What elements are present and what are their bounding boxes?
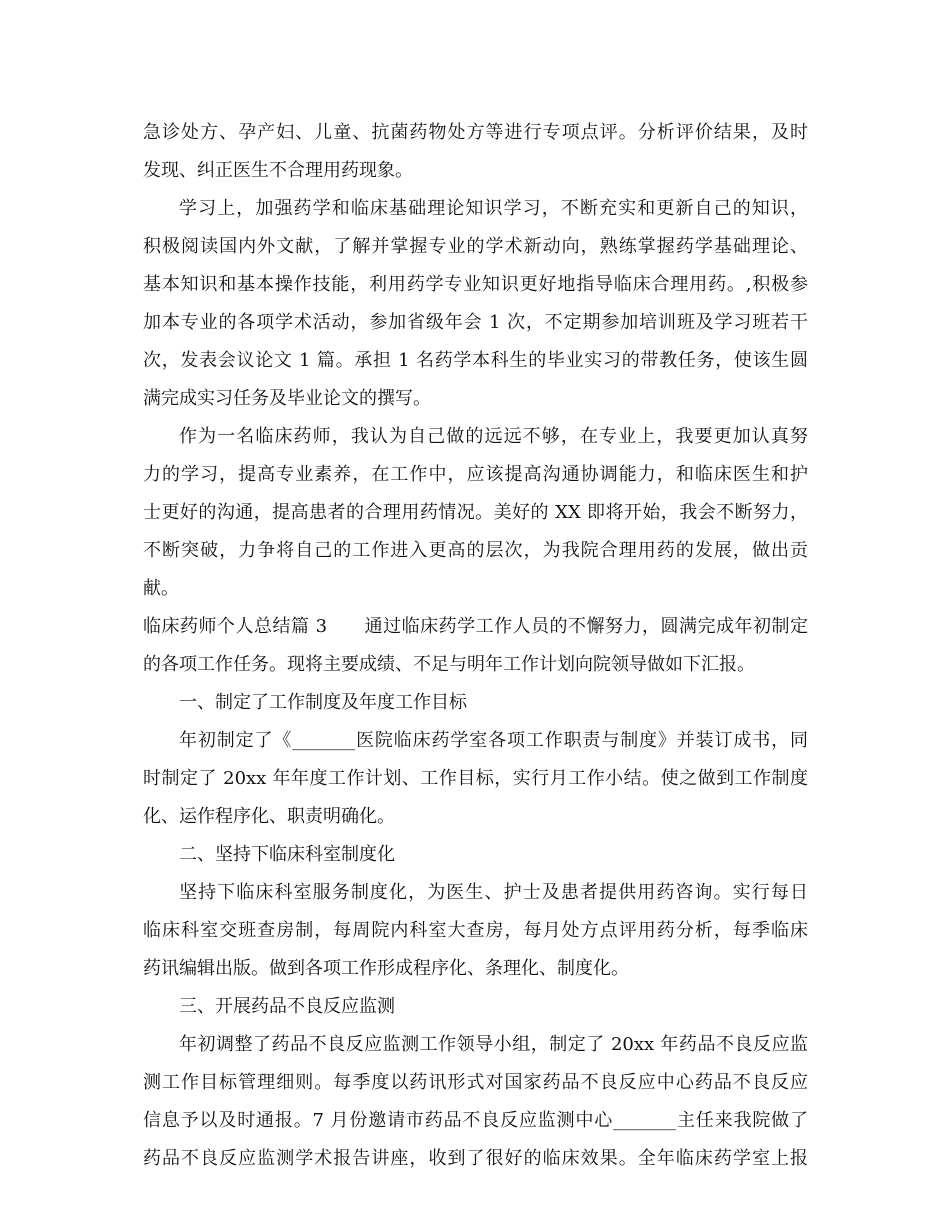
paragraph-first-line: 坚持下临床科室服务制度化，为医生、护士及患者提供用药咨询。实行每日 xyxy=(179,882,808,903)
text-line: 信息予以及时通报。7 月份邀请市药品不良反应监测中心_______主任来我院做了 xyxy=(143,1110,808,1131)
document-body xyxy=(143,114,808,1178)
paragraph-first-line: 年初调整了药品不良反应监测工作领导小组，制定了 20xx 年药品不良反应监 xyxy=(179,1034,808,1055)
section-heading: 三、开展药品不良反应监测 xyxy=(179,996,395,1017)
text-line: 不断突破，力争将自己的工作进入更高的层次，为我院合理用药的发展，做出贡 xyxy=(143,540,808,561)
text-line: 药讯编辑出版。做到各项工作形成程序化、条理化、制度化。 xyxy=(143,958,629,979)
text-line: 时制定了 20xx 年年度工作计划、工作目标，实行月工作小结。使之做到工作制度 xyxy=(143,768,808,789)
text-line: 临床科室交班查房制，每周院内科室大查房，每月处方点评用药分析，每季临床 xyxy=(143,920,808,941)
paragraph-first-line: 学习上，加强药学和临床基础理论知识学习，不断充实和更新自己的知识， xyxy=(179,198,808,219)
section-title-line: 临床药师个人总结篇 3 通过临床药学工作人员的不懈努力，圆满完成年初制定 xyxy=(143,616,808,637)
text-line: 药品不良反应监测学术报告讲座，收到了很好的临床效果。全年临床药学室上报 xyxy=(143,1148,808,1169)
text-line: 士更好的沟通，提高患者的合理用药情况。美好的 XX 即将开始，我会不断努力， xyxy=(143,502,808,523)
paragraph-first-line: 年初制定了《_______医院临床药学室各项工作职责与制度》并装订成书，同 xyxy=(179,730,808,751)
text-line: 次，发表会议论文 1 篇。承担 1 名药学本科生的毕业实习的带教任务，使该生圆 xyxy=(143,350,808,371)
section-heading: 一、制定了工作制度及年度工作目标 xyxy=(179,692,467,713)
text-line: 积极阅读国内外文献，了解并掌握专业的学术新动向，熟练掌握药学基础理论、 xyxy=(143,236,808,257)
text-line: 化、运作程序化、职责明确化。 xyxy=(143,806,395,827)
text-line: 满完成实习任务及毕业论文的撰写。 xyxy=(143,388,431,409)
text-line: 的各项工作任务。现将主要成绩、不足与明年工作计划向院领导做如下汇报。 xyxy=(143,654,755,675)
section-heading: 二、坚持下临床科室制度化 xyxy=(179,844,395,865)
text-line: 加本专业的各项学术活动，参加省级年会 1 次，不定期参加培训班及学习班若干 xyxy=(143,312,808,333)
text-line: 力的学习，提高专业素养，在工作中，应该提高沟通协调能力，和临床医生和护 xyxy=(143,464,808,485)
text-line: 献。 xyxy=(143,578,179,599)
text-line: 测工作目标管理细则。每季度以药讯形式对国家药品不良反应中心药品不良反应 xyxy=(143,1072,808,1093)
text-line: 急诊处方、孕产妇、儿童、抗菌药物处方等进行专项点评。分析评价结果，及时 xyxy=(143,122,808,143)
text-line: 基本知识和基本操作技能，利用药学专业知识更好地指导临床合理用药。,积极参 xyxy=(143,274,808,295)
paragraph-first-line: 作为一名临床药师，我认为自己做的远远不够，在专业上，我要更加认真努 xyxy=(179,426,808,447)
text-line: 发现、纠正医生不合理用药现象。 xyxy=(143,160,413,181)
